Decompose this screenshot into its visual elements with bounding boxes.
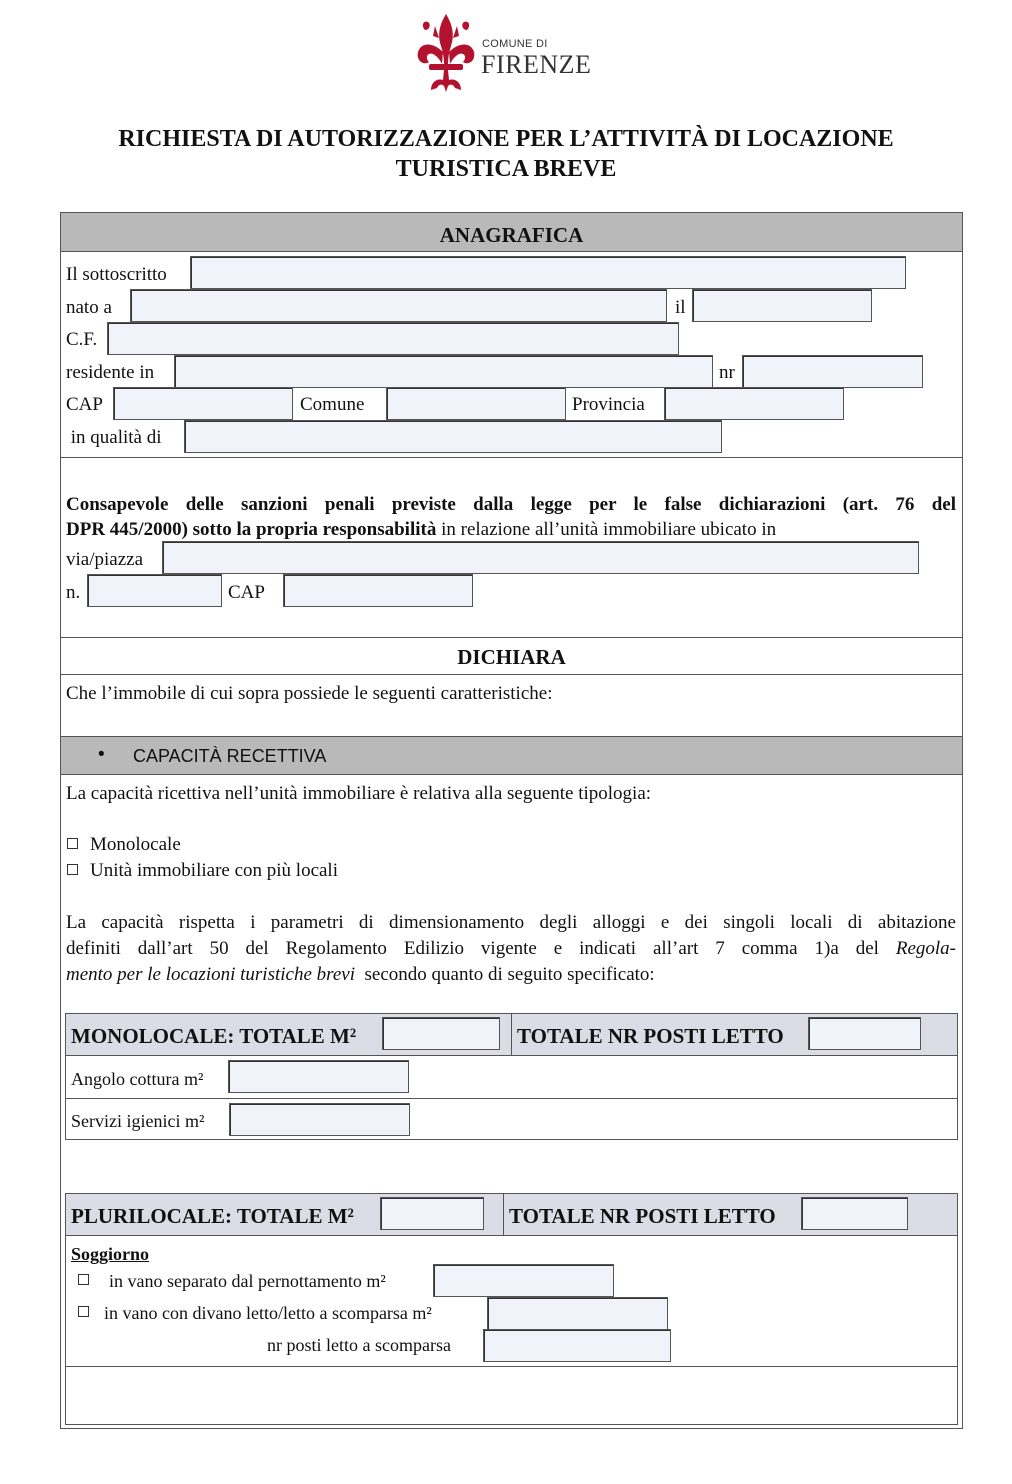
vano-separato-label: in vano separato dal pernottamento m² [109,1271,386,1291]
anagrafica-header: ANAGRAFICA [439,223,584,247]
residente-label: residente in [66,362,155,383]
capacita-para-line1: La capacità rispetta i parametri di dimensionamento degli alloggi e dei singoli locali di abitazione [66,912,956,933]
provincia-field[interactable] [664,387,844,420]
document-title-line1: RICHIESTA DI AUTORIZZAZIONE PER L’ATTIVITÀ DI LOCAZIONE [118,126,894,152]
sottoscritto-field[interactable] [190,256,906,289]
monolocale-mq-field[interactable] [382,1017,500,1050]
divano-letto-field[interactable] [487,1297,668,1330]
cf-label: C.F. [66,329,98,350]
codice-fiscale-field[interactable] [107,322,679,355]
via-label: via/piazza [66,549,144,570]
consapevole-line2 [66,518,776,542]
divider [66,1235,957,1236]
vano-separato-field[interactable] [433,1264,614,1297]
cap-immobile-label: CAP [228,582,265,603]
vano-separato-checkbox[interactable] [78,1274,89,1285]
monolocale-option: Monolocale [90,834,181,855]
cap-label: CAP [66,394,103,415]
consapevole-bold-2: DPR 445/2000) sotto la propria responsabilità [66,519,437,540]
logo-line2: FIRENZE [481,50,592,79]
divano-letto-checkbox[interactable] [78,1306,89,1317]
sottoscritto-label: Il sottoscritto [66,264,167,285]
servizi-field[interactable] [229,1103,410,1136]
piu-locali-checkbox[interactable] [67,864,78,875]
divider [511,1014,512,1055]
qualita-label: in qualità di [66,427,162,448]
cottura-field[interactable] [228,1060,409,1093]
divider [61,637,962,638]
cottura-label: Angolo cottura m² [71,1069,204,1089]
divider [61,457,962,458]
comune-label: Comune [300,394,365,415]
plurilocale-posti-label: TOTALE NR POSTI LETTO [509,1204,776,1228]
provincia-label: Provincia [572,394,645,415]
via-field[interactable] [162,541,919,574]
scomparsa-field[interactable] [483,1329,671,1362]
divider [503,1194,504,1235]
piu-locali-option: Unità immobiliare con più locali [90,860,338,881]
nr-label: nr [719,362,735,383]
consapevole-para [66,493,956,517]
capacita-para-line2: definiti dall’art 50 del Regolamento Edilizio vigente e indicati all’art 7 comma 1)a del Regola- [66,938,956,959]
numero-civico-field[interactable] [742,355,923,388]
logo-line1: COMUNE DI [482,38,548,50]
comune-field[interactable] [386,387,566,420]
divider [66,1055,957,1056]
capacita-italic-b: mento per le locazioni turistiche brevi [66,964,355,985]
il-label: il [675,297,686,318]
divider [66,1098,957,1099]
capacita-intro: La capacità ricettiva nell’unità immobiliare è relativa alla seguente tipologia: [66,783,652,804]
document-title-line2: TURISTICA BREVE [395,156,617,182]
consapevole-normal-2: in relazione all’unità immobiliare ubicato in [436,519,777,540]
scomparsa-label: nr posti letto a scomparsa [267,1335,451,1355]
divano-letto-label: in vano con divano letto/letto a scomparsa m² [104,1303,432,1323]
monolocale-tot-label: MONOLOCALE: TOTALE M² [71,1024,357,1048]
monolocale-checkbox[interactable] [67,838,78,849]
cap-immobile-field[interactable] [283,574,473,607]
plurilocale-posti-field[interactable] [801,1197,908,1230]
qualita-field[interactable] [184,420,722,453]
soggiorno-label: Soggiorno [71,1244,150,1264]
capacita-para-line3 [66,963,655,987]
numero-immobile-field[interactable] [87,574,222,607]
consapevole-bold-1: Consapevole delle sanzioni penali previste dalla legge per le false dichiarazioni (art. 76 del [66,494,956,515]
residenza-field[interactable] [174,355,713,388]
n-label: n. [66,582,81,603]
capacita-italic-a: Regola- [895,938,956,959]
fleur-de-lis-icon [415,12,477,94]
cap-field[interactable] [113,387,293,420]
nato-label: nato a [66,297,112,318]
monolocale-posti-label: TOTALE NR POSTI LETTO [517,1024,784,1048]
dichiara-text: Che l’immobile di cui sopra possiede le seguenti caratteristiche: [66,683,553,704]
plurilocale-tot-label: PLURILOCALE: TOTALE M² [71,1204,354,1228]
city-logo [415,12,595,96]
dichiara-header: DICHIARA [457,645,566,669]
data-nascita-field[interactable] [692,289,872,322]
plurilocale-mq-field[interactable] [380,1197,484,1230]
capacita-para-rest: secondo quanto di seguito specificato: [355,964,655,985]
capacita-header: CAPACITÀ RECETTIVA [133,746,327,766]
capacita-bullet: • [98,744,105,765]
luogo-nascita-field[interactable] [130,289,667,322]
divider [61,674,962,675]
servizi-label: Servizi igienici m² [71,1111,205,1131]
divider [66,1366,957,1367]
monolocale-posti-field[interactable] [808,1017,921,1050]
